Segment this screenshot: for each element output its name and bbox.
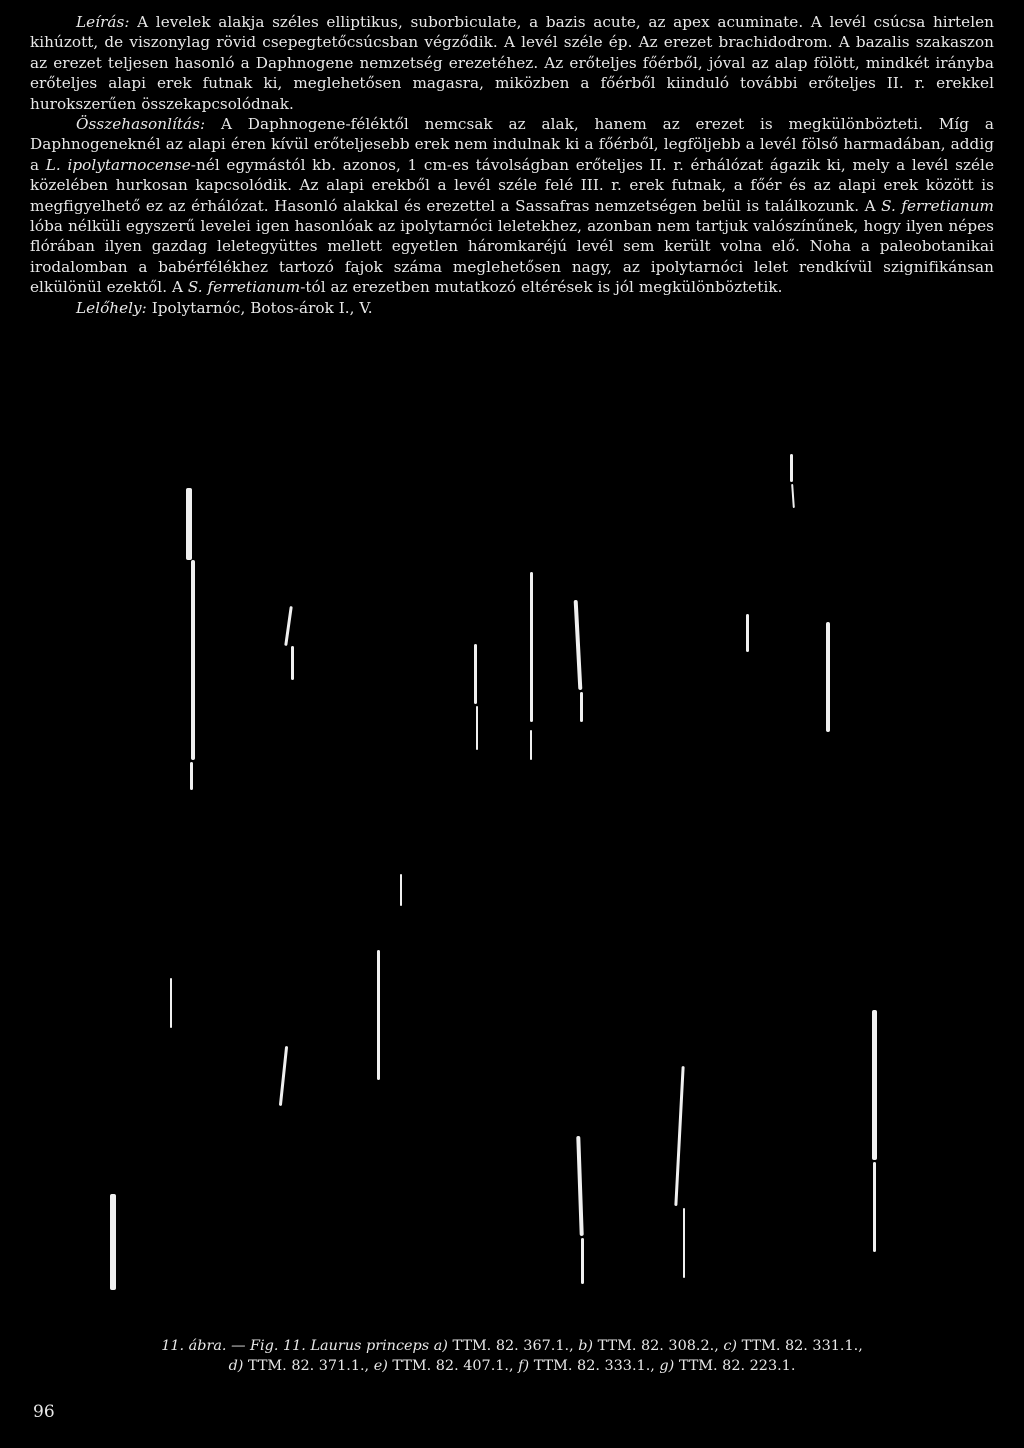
leaf-fragment: [279, 1046, 288, 1106]
fossil-leaf-figure: [0, 440, 1024, 1340]
leaf-fragment: [580, 692, 583, 722]
species-name: S. ferretianum: [881, 196, 994, 215]
leaf-fragment: [191, 560, 195, 760]
leaf-fragment: [530, 730, 532, 760]
specimen-id: TTM. 82. 367.1.,: [452, 1338, 574, 1354]
comparison-paragraph: [30, 114, 994, 298]
species-name: S. ferretianum: [187, 278, 301, 297]
specimen-id: TTM. 82. 331.1.,: [741, 1338, 863, 1354]
description-label: Leírás:: [76, 13, 130, 31]
figure-species: Laurus princeps: [310, 1338, 430, 1354]
specimen-id: TTM. 82. 223.1.: [678, 1358, 796, 1374]
comparison-label: Összehasonlítás:: [76, 115, 206, 134]
specimen-id: TTM. 82. 308.2.,: [597, 1338, 719, 1354]
leaf-fragment: [746, 614, 749, 652]
comparison-text: -nél egymástól kb. azonos, 1 cm-es távolságban erőteljes II. r. érhálózat ágazik ki, mely a levél széle közelében hurkosan kapcsolódik. Az alapi erekből a levél széle felé III. r. erek futnak, a főér és az alapi erek között is megfigyelhető ez az érhálózat. Hasonló alakkal és erezettel a Sassafras nemzetségen belül is találkozunk. A: [30, 155, 995, 215]
leaf-fragment: [791, 484, 795, 508]
specimen-label: a): [433, 1338, 448, 1354]
leaf-fragment: [872, 1010, 877, 1160]
leaf-fragment: [110, 1194, 116, 1290]
figure-caption: [30, 1336, 994, 1376]
description-paragraph: [30, 12, 994, 114]
leaf-fragment: [574, 600, 583, 690]
leaf-fragment: [683, 1208, 685, 1278]
leaf-fragment: [476, 706, 478, 750]
leaf-fragment: [400, 874, 402, 906]
specimen-label: d): [228, 1358, 244, 1374]
body-text: [30, 12, 994, 318]
specimen-label: b): [578, 1338, 594, 1354]
species-name: L. ipolytarnocense: [45, 155, 191, 174]
figure-label: 11. ábra. — Fig. 11.: [161, 1338, 306, 1354]
page-number: 96: [33, 1402, 55, 1422]
leaf-fragment: [291, 646, 294, 680]
leaf-fragment: [674, 1066, 684, 1206]
leaf-fragment: [190, 762, 193, 790]
specimen-id: TTM. 82. 333.1.,: [533, 1358, 655, 1374]
specimen-label: f): [518, 1358, 530, 1374]
comparison-text: lóba nélküli egyszerű levelei igen hasonlóak az ipolytarnóci leletekhez, azonban nem tartjuk valószínűnek, hogy ilyen népes flórában ilyen gazdag leletegyüttes mellett egyetlen háromkaréjú levél sem került volna elő. Noha a paleobotanikai irodalomban a babérfélékhez tartozó fajok száma meglehetősen nagy, az ipolytarnóci lelet rendkívül szignifikánsan elkülönül ezektől. A: [30, 217, 994, 297]
specimen-label: g): [659, 1358, 675, 1374]
leaf-fragment: [186, 488, 192, 560]
leaf-fragment: [474, 644, 477, 704]
locality-text: Ipolytarnóc, Botos-árok I., V.: [146, 298, 373, 317]
comparison-text: -tól az erezetben mutatkozó eltérések is jól megkülönböztetik.: [300, 278, 783, 297]
leaf-fragment: [873, 1162, 876, 1252]
leaf-fragment: [170, 978, 172, 1028]
locality-label: Lelőhely:: [76, 298, 147, 317]
leaf-fragment: [826, 622, 830, 732]
locality-paragraph: [30, 298, 994, 318]
leaf-fragment: [790, 454, 793, 482]
leaf-fragment: [377, 950, 380, 1080]
leaf-fragment: [530, 572, 533, 722]
leaf-fragment: [284, 606, 293, 646]
description-text: A levelek alakja széles elliptikus, suborbiculate, a bazis acute, az apex acuminate. A levél csúcsa hirtelen kihúzott, de viszonylag rövid csepegtetőcsúcsban végződik. A levél széle ép. Az erezet brachidodrom. A bazalis szakaszon az erezet teljesen hasonló a Daphnogene nemzetség erezetéhez. Az erőteljes főérből, jóval az alap fölött, mindkét irányba erőteljes alapi erek futnak ki, meglehetősen magasra, miközben a főérből kiinduló további erőteljes II. r. erekkel hurokszerűen összekapcsolódnak.: [30, 13, 994, 113]
leaf-fragment: [576, 1136, 583, 1236]
leaf-fragment: [581, 1238, 584, 1284]
specimen-id: TTM. 82. 407.1.,: [392, 1358, 514, 1374]
specimen-label: e): [373, 1358, 388, 1374]
comparison-text: A Daphnogene-féléktől nemcsak az alak, hanem az erezet is megkülönbözteti. Míg a Daphnogeneknél az alapi éren kívül erőteljesebb erek nem indulnak ki a főérből, legföljebb a levél fölső harmadában, addig a: [30, 115, 994, 174]
specimen-id: TTM. 82. 371.1.,: [247, 1358, 370, 1374]
specimen-label: c): [723, 1338, 738, 1354]
